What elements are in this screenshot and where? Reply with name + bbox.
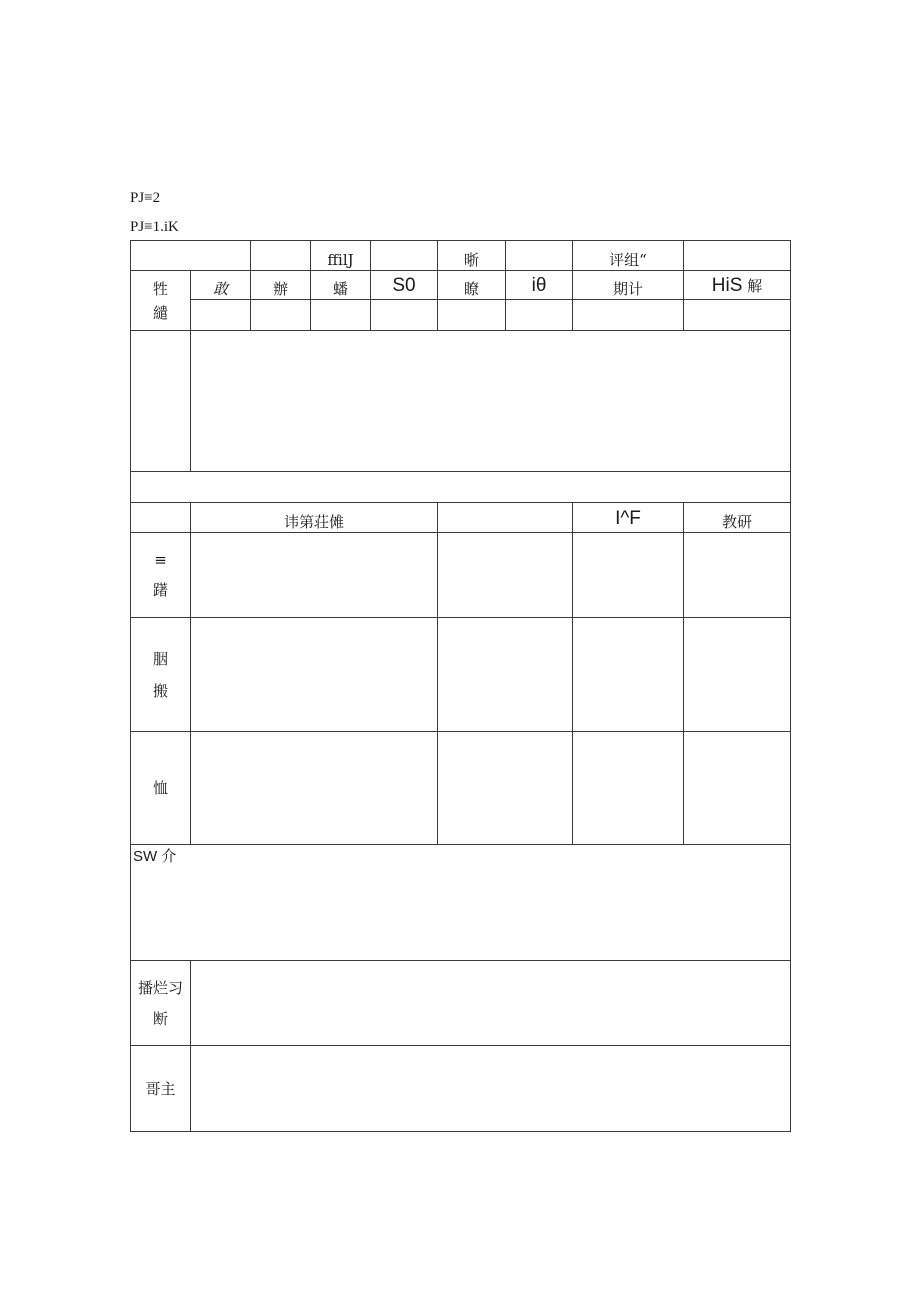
entry-cell[interactable] xyxy=(191,618,438,732)
header-row-2 xyxy=(131,271,791,300)
form-code-line-2: PJ≡1.iK xyxy=(130,219,179,235)
entry-cell[interactable] xyxy=(573,533,684,618)
entry-cell[interactable] xyxy=(438,533,573,618)
section-header-cell xyxy=(438,503,573,533)
row-label-text: 躇 xyxy=(152,581,168,599)
row-label xyxy=(131,961,191,1046)
header-cell: 期计 xyxy=(573,271,684,300)
row-label xyxy=(131,533,191,618)
comment-label-latin: SW xyxy=(133,848,158,865)
row-label xyxy=(131,618,191,732)
entry-cell[interactable] xyxy=(438,618,573,732)
content-block-row xyxy=(131,331,791,472)
value-cell[interactable] xyxy=(684,300,791,331)
header-cell: 评组“ xyxy=(573,241,684,271)
row-label-text: 胭 xyxy=(152,649,168,668)
cell[interactable] xyxy=(371,241,438,271)
row-label xyxy=(131,271,191,331)
value-cell[interactable] xyxy=(371,300,438,331)
entry-cell[interactable] xyxy=(438,732,573,845)
header-cell-latin: HiS xyxy=(711,275,743,297)
header-cell: 蟠 xyxy=(311,271,371,300)
content-area[interactable] xyxy=(191,331,791,472)
comment-area[interactable] xyxy=(131,845,791,961)
cell[interactable] xyxy=(684,241,791,271)
row-label-text: 播烂习 xyxy=(137,978,183,997)
entry-cell[interactable] xyxy=(684,618,791,732)
form-code-line-1: PJ≡2 xyxy=(130,190,161,206)
header-cell: 晣 xyxy=(438,241,506,271)
cell xyxy=(131,503,191,533)
comment-row xyxy=(131,845,791,961)
value-cell[interactable] xyxy=(506,300,573,331)
section-header-row xyxy=(131,503,791,533)
entry-cell[interactable] xyxy=(573,732,684,845)
section-row xyxy=(131,533,791,618)
entry-area[interactable] xyxy=(191,961,791,1046)
cell[interactable] xyxy=(131,241,251,271)
row-label-text: 搬 xyxy=(152,681,168,700)
row-label-text: ≡ xyxy=(154,551,167,569)
value-cell[interactable] xyxy=(573,300,684,331)
header-cell: 辦 xyxy=(251,271,311,300)
section-row xyxy=(131,732,791,845)
evaluation-form-table xyxy=(130,240,791,1132)
header-cell xyxy=(684,271,791,300)
divider-row xyxy=(131,472,791,503)
entry-cell[interactable] xyxy=(684,732,791,845)
entry-cell[interactable] xyxy=(191,732,438,845)
entry-cell[interactable] xyxy=(191,533,438,618)
header-cell: 敢 xyxy=(191,271,251,300)
row-label: 哥主 xyxy=(131,1046,191,1132)
header-row-1 xyxy=(131,241,791,271)
content-label-cell xyxy=(131,331,191,472)
bottom-row xyxy=(131,961,791,1046)
value-cell[interactable] xyxy=(251,300,311,331)
header-cell: ffilJ xyxy=(311,241,371,271)
entry-area[interactable] xyxy=(191,1046,791,1132)
cell[interactable] xyxy=(251,241,311,271)
header-cell: 瞭 xyxy=(438,271,506,300)
comment-label-cn: 介 xyxy=(161,847,177,865)
row-label-text: 牲 xyxy=(152,279,168,298)
value-row xyxy=(131,300,791,331)
row-label-text: 断 xyxy=(152,1009,168,1028)
header-cell: iθ xyxy=(506,271,573,300)
divider-cell xyxy=(131,472,791,503)
value-cell[interactable] xyxy=(438,300,506,331)
value-cell[interactable] xyxy=(191,300,251,331)
section-header-cell: 教研 xyxy=(684,503,791,533)
entry-cell[interactable] xyxy=(573,618,684,732)
row-label-text: 繾 xyxy=(152,303,168,322)
header-cell-cn: 解 xyxy=(747,277,763,296)
value-cell[interactable] xyxy=(311,300,371,331)
row-label: 恤 xyxy=(131,732,191,845)
section-header-cell: I^F xyxy=(573,503,684,533)
section-row xyxy=(131,618,791,732)
section-header-cell: 讳第荘傩 xyxy=(191,503,438,533)
header-cell: S0 xyxy=(371,271,438,300)
entry-cell[interactable] xyxy=(684,533,791,618)
cell[interactable] xyxy=(506,241,573,271)
bottom-row xyxy=(131,1046,791,1132)
